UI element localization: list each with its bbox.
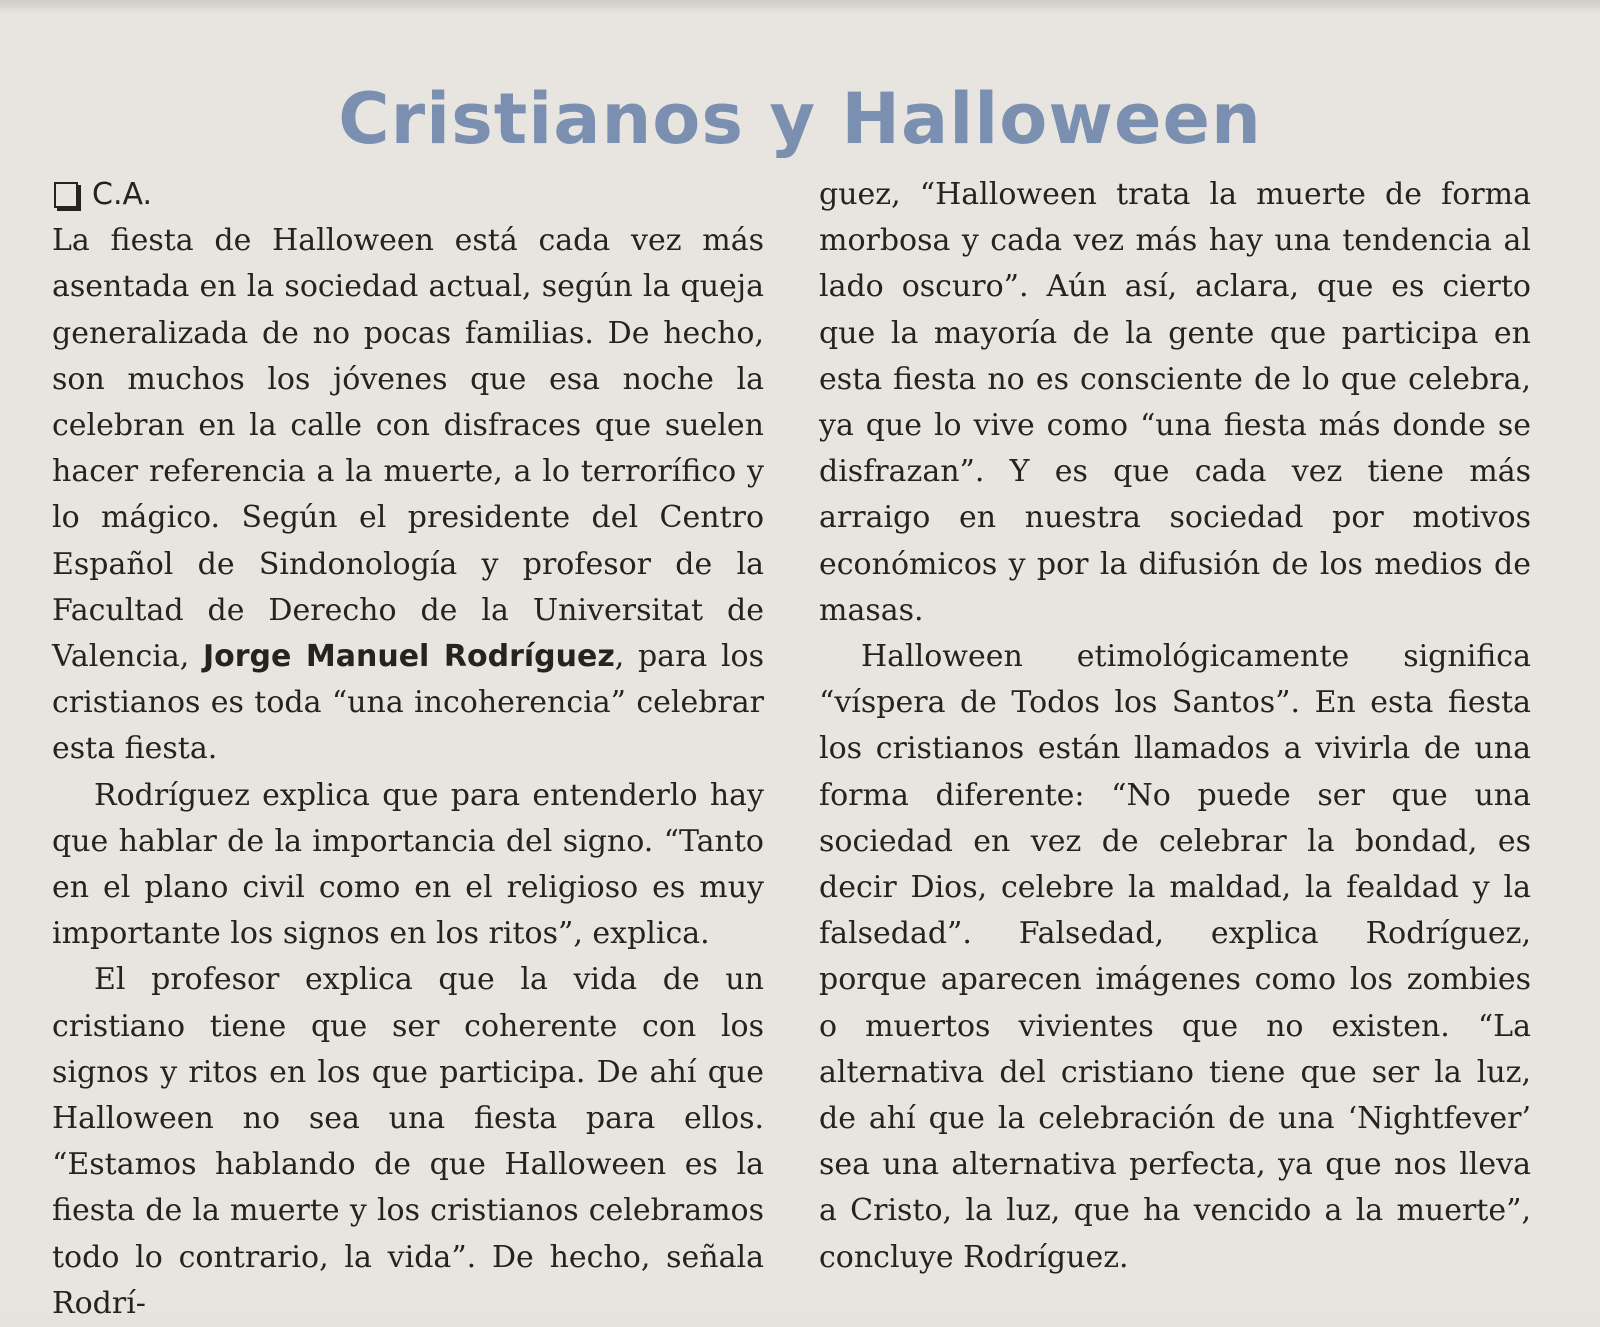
byline-author: C.A.: [92, 177, 153, 212]
person-name: Jorge Manuel Rodríguez: [202, 639, 615, 675]
article-column-left: [52, 172, 764, 1327]
paragraph: [52, 218, 764, 772]
paragraph: guez, “Halloween trata la muerte de forma morbosa y cada vez más hay una tendencia al lado oscuro”. Aún así, aclara, que es cierto que la mayoría de la gente que participa en esta fiesta no es consciente de lo que celebra, ya que lo vive como “una fiesta más donde se disfrazan”. Y es que cada vez tiene más arraigo en nuestra sociedad por motivos económicos y por la difusión de los medios de masas.: [819, 177, 1531, 628]
paragraph-text: , para los cristianos es toda “una incoherencia” celebrar esta fiesta.: [52, 639, 764, 767]
page-top-edge: [0, 0, 1600, 14]
article-column-right: [819, 172, 1531, 1281]
paragraph: El profesor explica que la vida de un cristiano tiene que ser coherente con los signos y ritos en los que participa. De ahí que Halloween no sea una fiesta para ellos. “Estamos hablando de que Halloween es la fiesta de la muerte y los cristianos celebramos todo lo contrario, la vida”. De hecho, señala Rodrí-: [52, 962, 764, 1321]
byline: [52, 172, 764, 218]
paragraph-text: La fiesta de Halloween está cada vez más asentada en la sociedad actual, según la queja generalizada de no pocas familias. De hecho, son muchos los jóvenes que esa noche la celebran en la calle con disfraces que suelen hacer referencia a la muerte, a lo terrorífico y lo mágico. Según el presidente del Centro Español de Sindonología y profesor de la Facultad de Derecho de la Universitat de Valencia,: [52, 223, 764, 675]
open-square-icon: [54, 182, 78, 208]
paragraph: Rodríguez explica que para entenderlo hay que hablar de la importancia del signo. “Tanto en el plano civil como en el religioso es muy importante los signos en los ritos”, explica.: [52, 777, 764, 952]
article-headline: Cristianos y Halloween: [338, 77, 1262, 160]
paragraph: Halloween etimológicamente significa “víspera de Todos los Santos”. En esta fiesta los cristianos están llamados a vivirla de una forma diferente: “No puede ser que una sociedad en vez de celebrar la bondad, es decir Dios, celebre la maldad, la fealdad y la falsedad”. Falsedad, explica Rodríguez, porque aparecen imágenes como los zombies o muertos vivientes que no existen. “La alternativa del cristiano tiene que ser la luz, de ahí que la celebración de una ‘Nightfever’ sea una alternativa perfecta, ya que nos lleva a Cristo, la luz, que ha vencido a la muerte”, concluye Rodríguez.: [819, 639, 1531, 1275]
